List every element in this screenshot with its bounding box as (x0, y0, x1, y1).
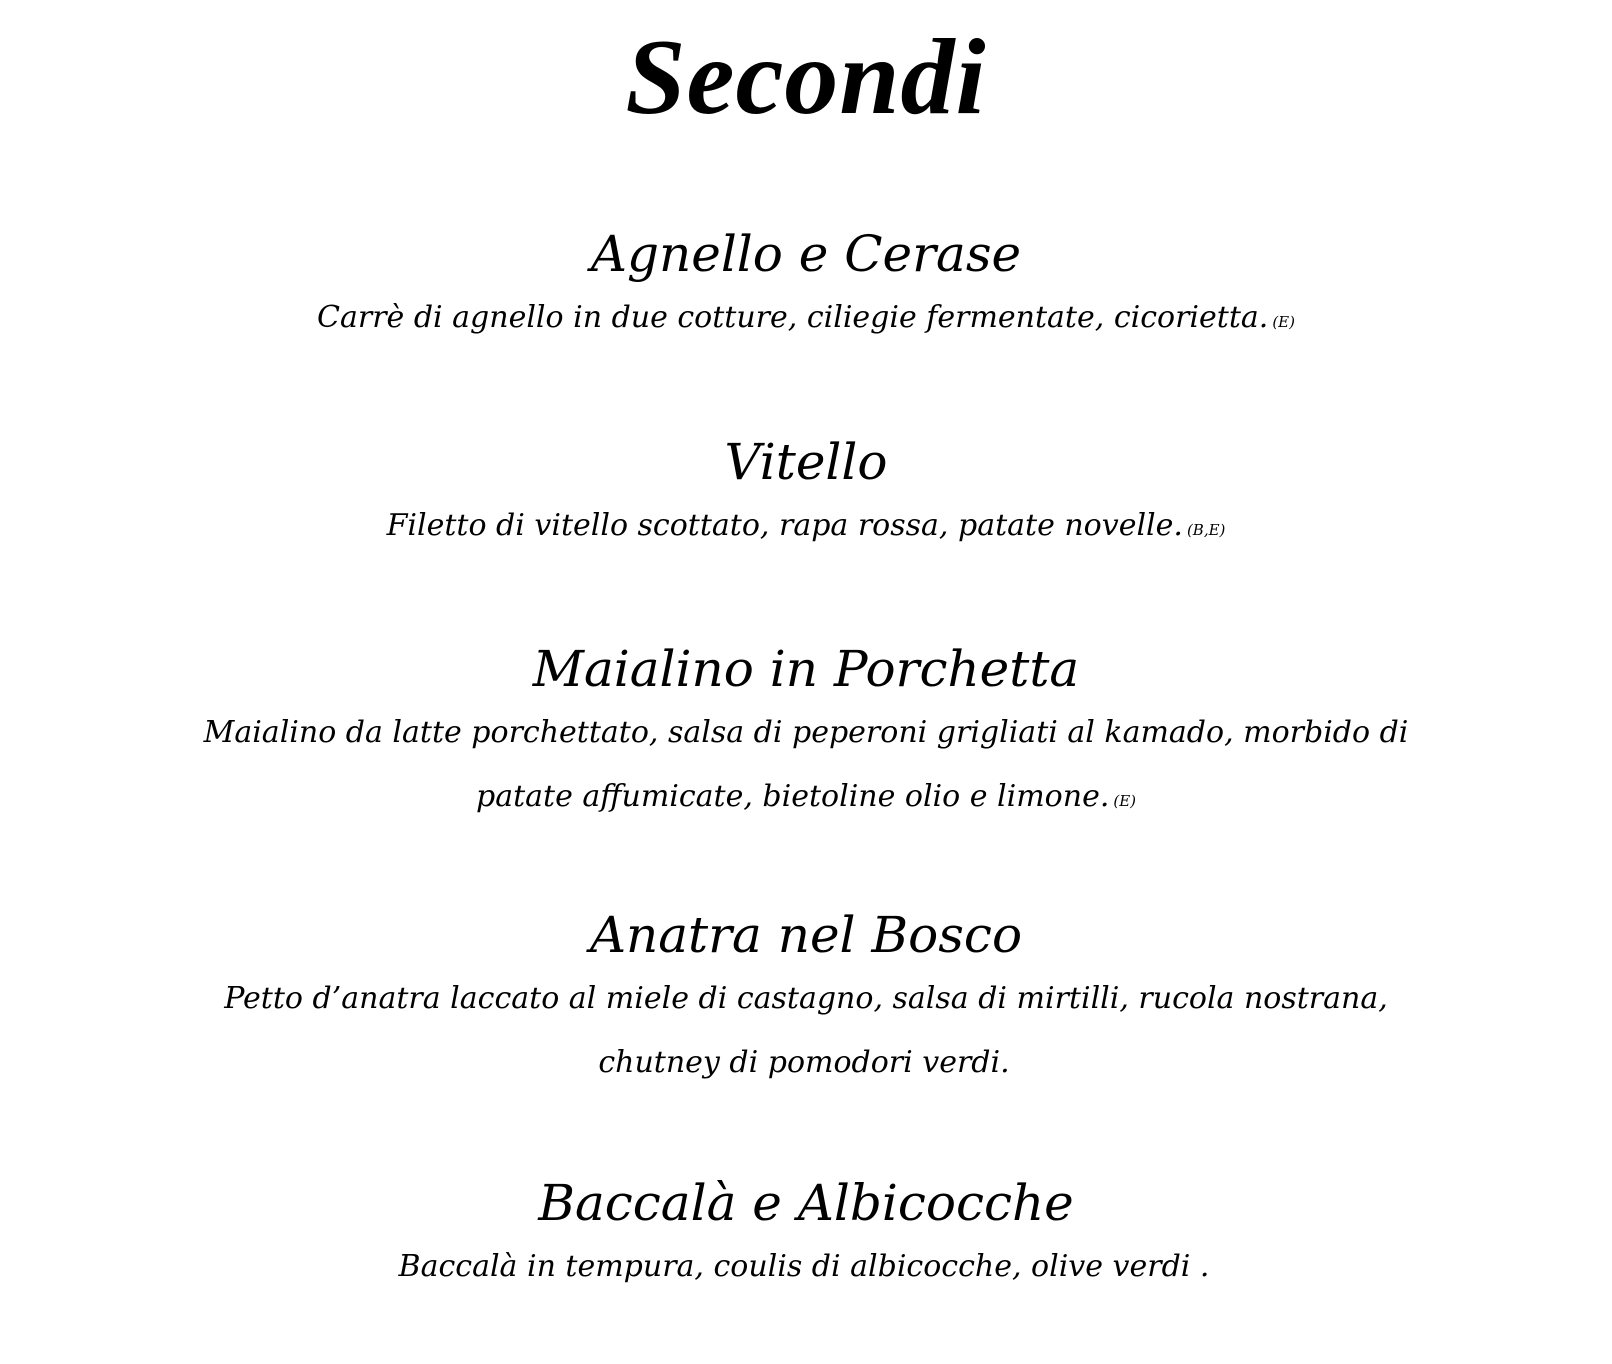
page-title: Secondi (625, 18, 987, 137)
allergen-note: (E) (1272, 313, 1295, 331)
dish-name: Anatra nel Bosco (589, 906, 1023, 964)
dish-description-text: Maialino da latte porchettato, salsa di peperoni grigliati al kamado, morbido di patate affumicate, bietoline olio e limone. (203, 715, 1409, 814)
dish-description-text: Carrè di agnello in due cotture, ciliegie fermentate, cicorietta. (317, 300, 1269, 335)
dish-name: Baccalà e Albicocche (538, 1174, 1074, 1232)
dish-baccala (0, 1171, 1612, 1303)
dish-description (176, 494, 1436, 562)
dish-name: Vitello (724, 433, 888, 491)
dish-description-text: Petto d’anatra laccato al miele di castagno, salsa di mirtilli, rucola nostrana, chutney di pomodori verdi. (224, 981, 1388, 1080)
allergen-note: (B,E) (1186, 521, 1226, 539)
dish-description (176, 286, 1436, 354)
dish-description (176, 701, 1436, 833)
dish-description-text: Filetto di vitello scottato, rapa rossa, patate novelle. (386, 508, 1183, 543)
dish-agnello (0, 222, 1612, 354)
allergen-note: (E) (1113, 792, 1137, 810)
dish-description (176, 967, 1436, 1099)
dish-name: Maialino in Porchetta (532, 640, 1080, 698)
dish-name: Agnello e Cerase (590, 225, 1022, 283)
dish-description (176, 1235, 1436, 1303)
dish-anatra (0, 903, 1612, 1099)
dish-vitello (0, 430, 1612, 562)
dish-description-text: Baccalà in tempura, coulis di albicocche, olive verdi . (398, 1249, 1210, 1284)
dish-maialino (0, 637, 1612, 833)
